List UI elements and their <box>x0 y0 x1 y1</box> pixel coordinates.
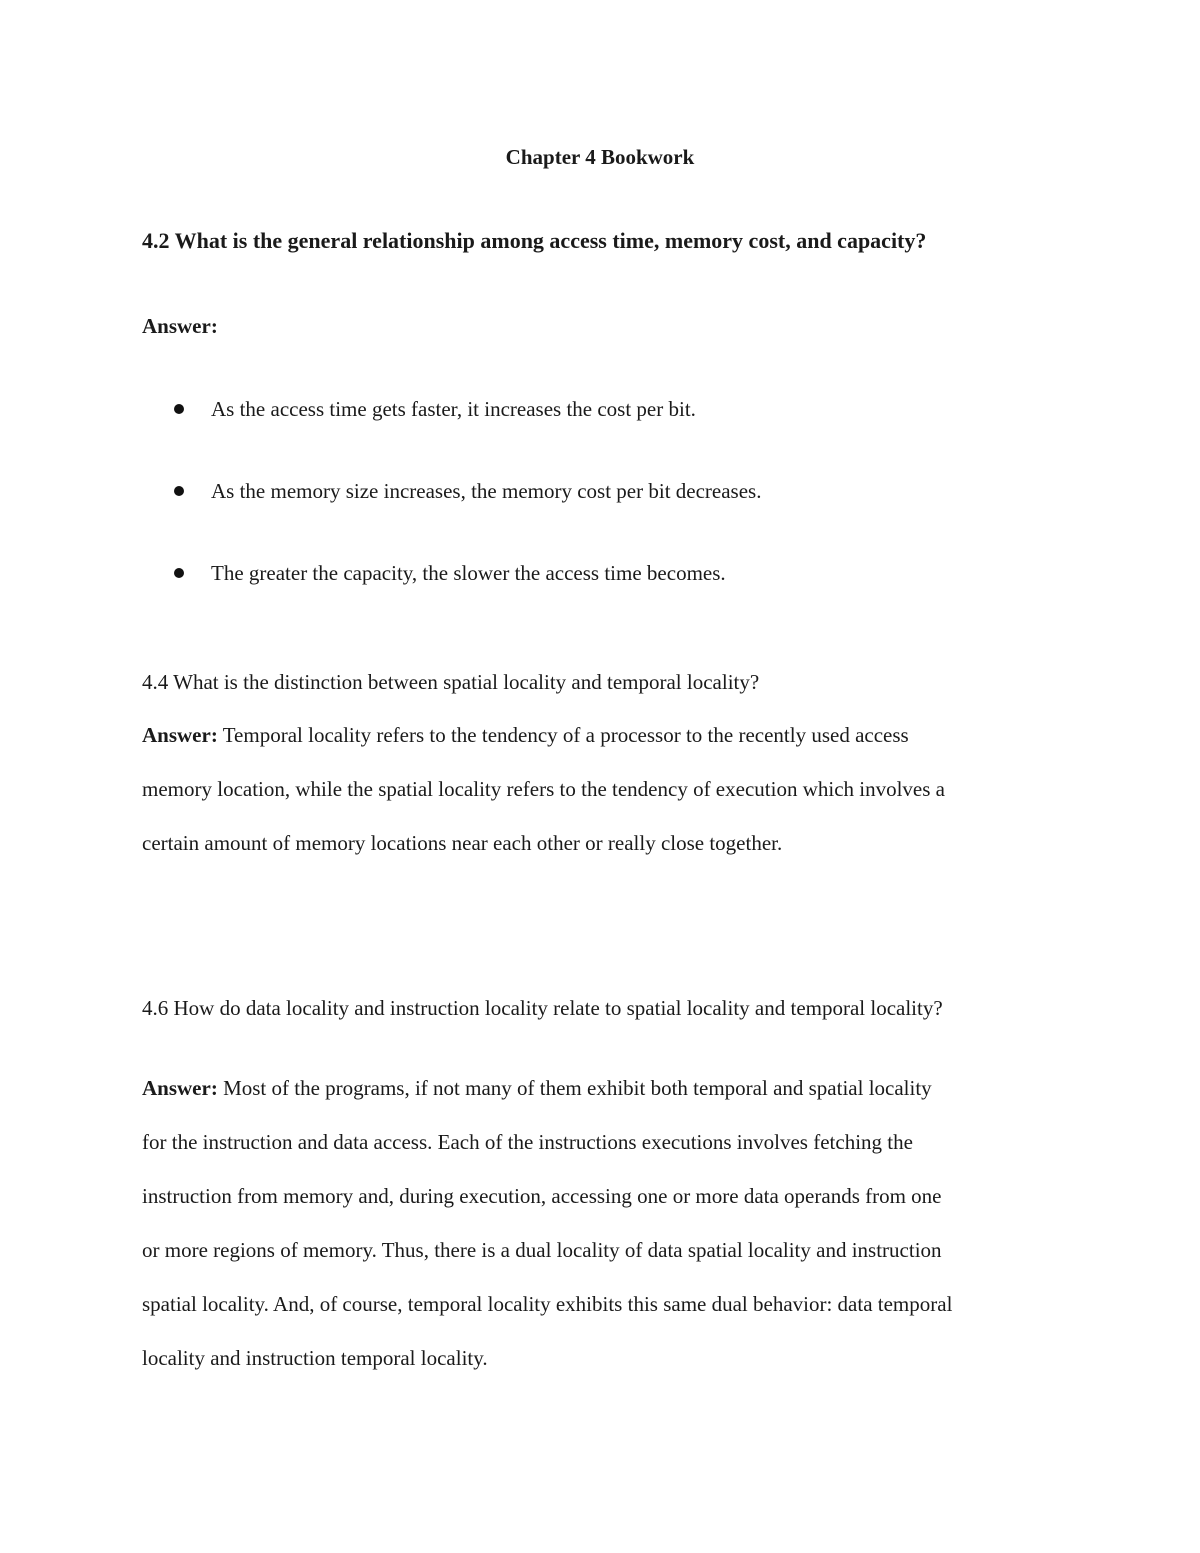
answer-label-4-2: Answer: <box>142 314 218 338</box>
bullet-text: As the memory size increases, the memory cost per bit decreases. <box>211 479 762 503</box>
answer-4-6 <box>142 1061 1072 1385</box>
answer-line: for the instruction and data access. Each of the instructions executions involves fetching the <box>142 1130 913 1154</box>
question-4-6: 4.6 How do data locality and instruction locality relate to spatial locality and temporal locality? <box>142 996 943 1020</box>
bullet-icon <box>174 404 184 414</box>
answer-4-4 <box>142 708 1072 870</box>
answer-label-4-4: Answer: <box>142 723 218 747</box>
answer-line: instruction from memory and, during execution, accessing one or more data operands from one <box>142 1184 942 1208</box>
bullet-text: As the access time gets faster, it increases the cost per bit. <box>211 397 696 421</box>
bullet-icon <box>174 568 184 578</box>
answer-text: Temporal locality refers to the tendency of a processor to the recently used access <box>217 723 909 747</box>
answer-line: locality and instruction temporal locality. <box>142 1346 488 1370</box>
question-4-4: 4.4 What is the distinction between spatial locality and temporal locality? <box>142 670 760 694</box>
bullet-text: The greater the capacity, the slower the access time becomes. <box>211 561 726 585</box>
answer-line: or more regions of memory. Thus, there is a dual locality of data spatial locality and instruction <box>142 1238 942 1262</box>
bullet-icon <box>174 486 184 496</box>
question-4-2: 4.2 What is the general relationship among access time, memory cost, and capacity? <box>142 228 927 253</box>
answer-line: spatial locality. And, of course, temporal locality exhibits this same dual behavior: data temporal <box>142 1292 953 1316</box>
page-title: Chapter 4 Bookwork <box>505 145 695 169</box>
answer-line <box>142 708 1072 762</box>
answer-line <box>142 1061 1072 1115</box>
answer-line: memory location, while the spatial locality refers to the tendency of execution which involves a <box>142 777 945 801</box>
answer-label-4-6: Answer: <box>142 1076 218 1100</box>
answer-text: Most of the programs, if not many of them exhibit both temporal and spatial locality <box>217 1076 932 1100</box>
answer-line: certain amount of memory locations near each other or really close together. <box>142 831 783 855</box>
